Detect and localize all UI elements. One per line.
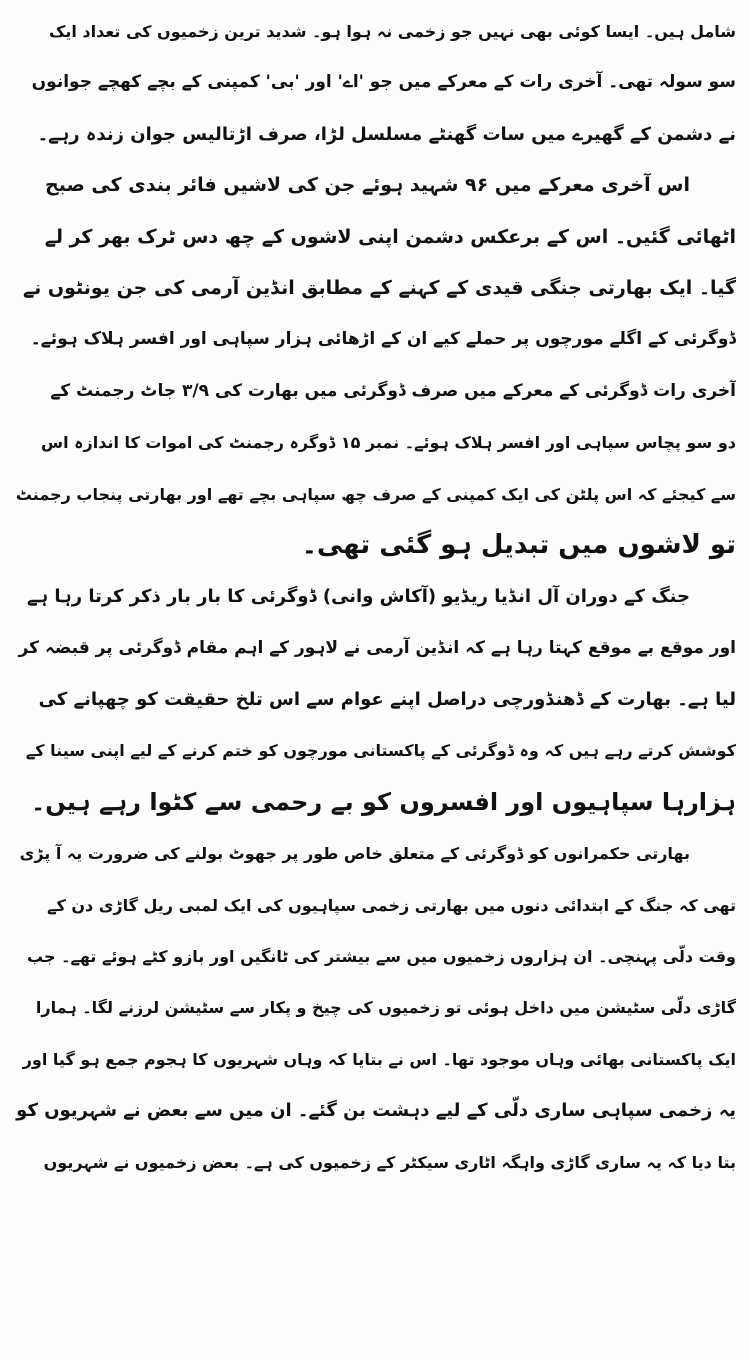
text-line: شامل ہیں۔ ایسا کوئی بھی نہیں جو زخمی نہ ہوا ہو۔ شدید ترین زخمیوں کی تعداد ایک bbox=[48, 22, 736, 41]
text-line: اٹھائی گئیں۔ اس کے برعکس دشمن اپنی لاشوں کے چھ دس ٹرک بھر کر لے bbox=[44, 225, 736, 248]
text-line: سے کیجئے کہ اس پلٹن کی ایک کمپنی کے صرف چھ سپاہی بچے تھے اور بھارتی پنجاب رجمنٹ bbox=[15, 484, 736, 504]
text-line: آخری رات ڈوگرئی کے معرکے میں صرف ڈوگرئی میں بھارت کی ۳/۹ جاٹ رجمنٹ کے bbox=[50, 380, 736, 401]
text-line: اس آخری معرکے میں ۹۶ شہید ہوئے جن کی لاشیں فائر بندی کی صبح bbox=[45, 174, 690, 197]
paragraph-casualties bbox=[14, 6, 736, 160]
text-line: لیا ہے۔ بھارت کے ڈھنڈورچی دراصل اپنے عوام سے اس تلخ حقیقت کو چھپانے کی bbox=[38, 689, 736, 711]
text-line: نے دشمن کے گھیرے میں سات گھنٹے مسلسل لڑا، صرف اڑتالیس جوان زندہ رہے۔ bbox=[37, 123, 736, 145]
text-line: اور موقع بے موقع کہتا رہا ہے کہ انڈین آرمی نے لاہور کے اہم مقام ڈوگرئی پر قبضہ کر bbox=[18, 637, 736, 658]
text-line: بتا دیا کہ یہ ساری گاڑی واہگہ اٹاری سیکٹر کے زخمیوں کی ہے۔ بعض زخمیوں نے شہریوں bbox=[43, 1152, 736, 1172]
text-line: ڈوگرئی کے اگلے مورچوں پر حملے کیے ان کے اڑھائی ہزار سپاہی اور افسر ہلاک ہوئے۔ bbox=[30, 329, 736, 350]
paragraph-wounded-train bbox=[14, 828, 736, 1188]
text-line: تھی کہ جنگ کے ابتدائی دنوں میں بھارتی زخمی سپاہیوں کی ایک لمبی ریل گاڑی دن کے bbox=[47, 895, 736, 915]
text-line: دو سو پچاس سپاہی اور افسر ہلاک ہوئے۔ نمبر ۱۵ ڈوگرہ رجمنٹ کی اموات کا اندازہ اس bbox=[41, 433, 736, 453]
text-line: گیا۔ ایک بھارتی جنگی قیدی کے کہنے کے مطابق انڈین آرمی کی جن یونٹوں نے bbox=[23, 276, 736, 299]
text-line: ہزارہا سپاہیوں اور افسروں کو بے رحمی سے کٹوا رہے ہیں۔ bbox=[31, 787, 736, 816]
urdu-article-body bbox=[14, 6, 736, 1188]
text-line: یہ زخمی سپاہی ساری دلّی کے لیے دہشت بن گئے۔ ان میں سے بعض نے شہریوں کو bbox=[16, 1100, 736, 1122]
text-line: سو سولہ تھی۔ آخری رات کے معرکے میں جو 'اے' اور 'بی' کمپنی کے بچے کھچے جوانوں bbox=[31, 72, 736, 93]
text-line: کوشش کرتے رہے ہیں کہ وہ ڈوگرئی کے پاکستانی مورچوں کو ختم کرنے کے لیے اپنی سینا کے bbox=[25, 741, 736, 761]
paragraph-radio bbox=[14, 571, 736, 828]
text-line: بھارتی حکمرانوں کو ڈوگرئی کے متعلق خاص طور پر جھوٹ بولنے کی ضرورت یہ آ پڑی bbox=[19, 844, 690, 864]
text-line: گاڑی دلّی سٹیشن میں داخل ہوئی تو زخمیوں کی چیخ و پکار سے سٹیشن لرزنے لگا۔ ہمارا bbox=[35, 998, 736, 1018]
text-line: جنگ کے دوران آل انڈیا ریڈیو (آکاش وانی) ڈوگرئی کا بار بار ذکر کرتا رہا ہے bbox=[27, 586, 690, 608]
text-line: وقت دلّی پہنچی۔ ان ہزاروں زخمیوں میں سے بیشتر کی ٹانگیں اور بازو کٹے ہوئے تھے۔ جب bbox=[27, 947, 736, 967]
text-line: تو لاشوں میں تبدیل ہو گئی تھی۔ bbox=[301, 529, 736, 560]
paragraph-last-battle bbox=[14, 160, 736, 571]
text-line: ایک پاکستانی بھائی وہاں موجود تھا۔ اس نے بتایا کہ وہاں شہریوں کا ہجوم جمع ہو گیا اور bbox=[22, 1049, 736, 1069]
